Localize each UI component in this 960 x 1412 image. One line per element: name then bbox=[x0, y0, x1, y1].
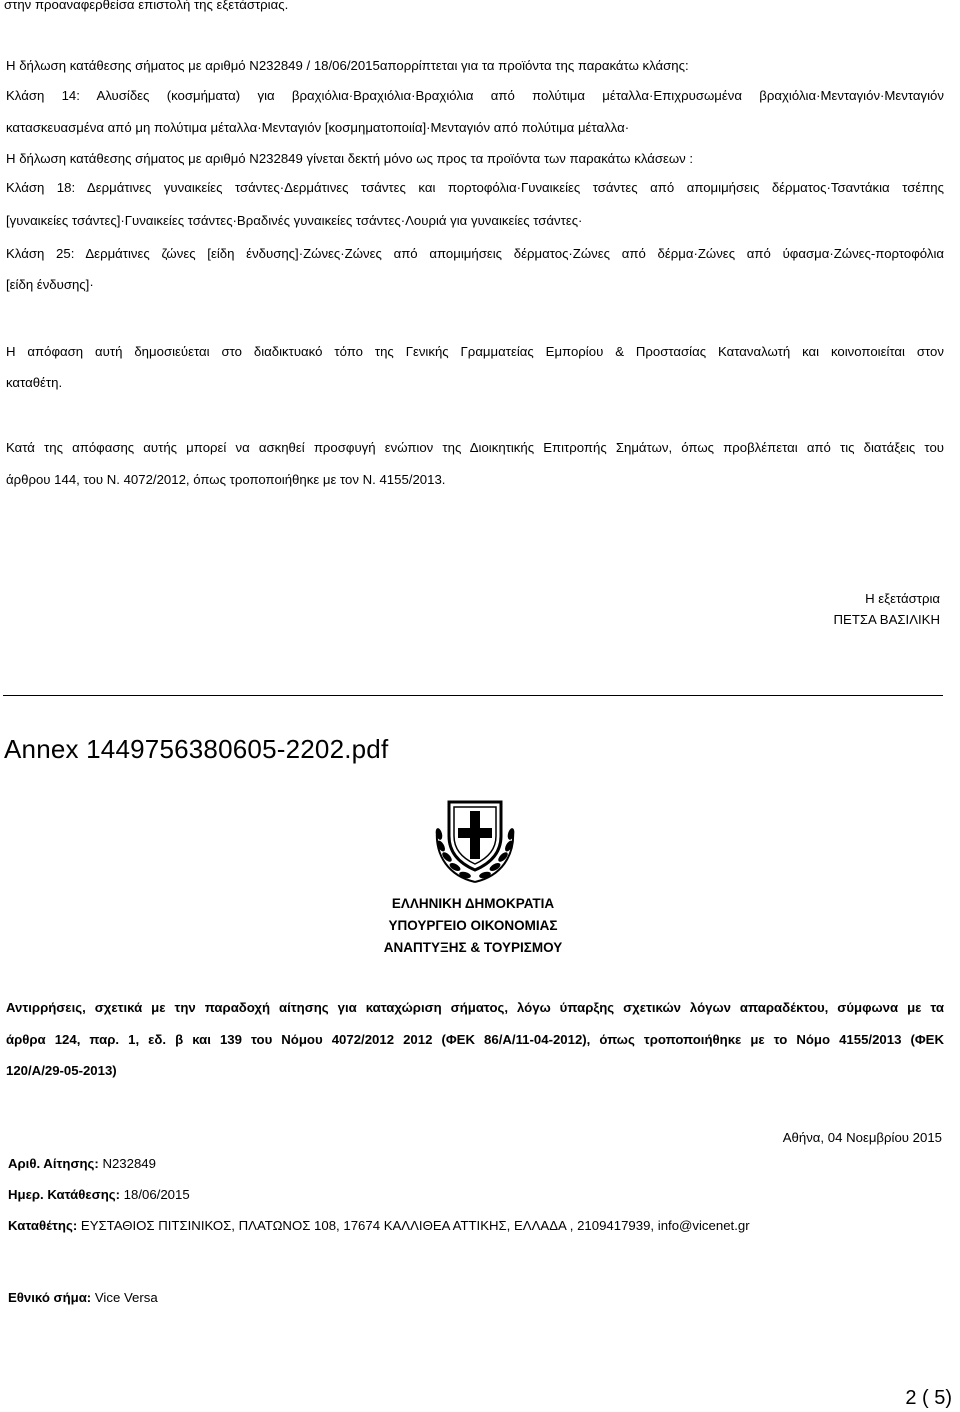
filing-date bbox=[8, 1187, 190, 1203]
class-25-line-2: [είδη ένδυσης]· bbox=[6, 277, 94, 292]
subject-line-3: 120/Α/29-05-2013) bbox=[6, 1063, 117, 1078]
national-mark-label: Εθνικό σήμα: bbox=[8, 1290, 92, 1305]
applicant bbox=[8, 1218, 750, 1234]
annex-title: Annex 1449756380605-2202.pdf bbox=[4, 734, 389, 764]
heading-republic: ΕΛΛΗΝΙΚΗ ΔΗΜΟΚΡΑΤΙΑ bbox=[391, 896, 555, 911]
class-25-line-1: Κλάση 25: Δερμάτινες ζώνες [είδη ένδυσης]·Ζώνες·Ζώνες από απομιμήσεις δέρματος·Ζώνες από δέρμα·Ζώνες από ύφασμα·Ζώνες-πορτοφόλια bbox=[6, 246, 944, 261]
subject-line-2: άρθρα 124, παρ. 1, εδ. β και 139 του Νόμου 4072/2012 2012 (ΦΕΚ 86/Α/11-04-2012), όπως τροποποιήθηκε με το Νόμο 4155/2013 (ΦΕΚ bbox=[6, 1032, 944, 1047]
appeal-line-2: άρθρου 144, του Ν. 4072/2012, όπως τροποποιήθηκε με τον Ν. 4155/2013. bbox=[6, 472, 446, 487]
place-date: Αθήνα, 04 Νοεμβρίου 2015 bbox=[782, 1130, 942, 1145]
heading-ministry: ΥΠΟΥΡΓΕΙΟ ΟΙΚΟΝΟΜΙΑΣ bbox=[388, 918, 558, 933]
applicant-value: ΕΥΣΤΑΘΙΟΣ ΠΙΤΣΙΝΙΚΟΣ, ΠΛΑΤΩΝΟΣ 108, 17674 ΚΑΛΛΙΘΕΑ ΑΤΤΙΚΗΣ, ΕΛΛΑΔΑ , 2109417939, info@vicenet.gr bbox=[77, 1218, 750, 1233]
page-number: 2 ( 5) bbox=[905, 1387, 952, 1409]
section-divider bbox=[3, 695, 943, 696]
heading-ministry-2: ΑΝΑΠΤΥΞΗΣ & ΤΟΥΡΙΣΜΟΥ bbox=[383, 940, 563, 955]
continuation-line: στην προαναφερθείσα επιστολή της εξετάστριας. bbox=[4, 0, 289, 12]
filing-date-label: Ημερ. Κατάθεσης: bbox=[8, 1187, 121, 1202]
signature-title: Η εξετάστρια bbox=[865, 591, 940, 606]
class-14-line-1: Κλάση 14: Αλυσίδες (κοσμήματα) για βραχιόλια·Βραχιόλια·Βραχιόλια από πολύτιμα μέταλλα·Επιχρυσωμένα βραχιόλια·Μενταγιόν·Μενταγιόν bbox=[6, 88, 944, 103]
national-mark-value: Vice Versa bbox=[91, 1290, 158, 1305]
application-number bbox=[8, 1156, 156, 1172]
greek-coat-of-arms-icon bbox=[429, 796, 521, 886]
application-number-value: Ν232849 bbox=[98, 1156, 156, 1171]
national-mark bbox=[8, 1290, 158, 1306]
subject-line-1: Αντιρρήσεις, σχετικά με την παραδοχή αίτησης για καταχώριση σήματος, λόγω ύπαρξης σχετικών λόγων απαραδέκτου, σύμφωνα με τα bbox=[6, 1000, 944, 1015]
class-18-line-1: Κλάση 18: Δερμάτινες γυναικείες τσάντες·Δερμάτινες τσάντες και πορτοφόλια·Γυναικείες τσάντες από απομιμήσεις δέρματος·Τσαντάκια τσέπης bbox=[6, 180, 944, 195]
class-14-line-2: κατασκευασμένα από μη πολύτιμα μέταλλα·Μενταγιόν [κοσμηματοποιία]·Μενταγιόν από πολύτιμα μέταλλα· bbox=[6, 120, 630, 135]
class-18-line-2: [γυναικείες τσάντες]·Γυναικείες τσάντες·Βραδινές γυναικείες τσάντες·Λουριά για γυναικείες τσάντες· bbox=[6, 213, 583, 228]
publication-line-1: Η απόφαση αυτή δημοσιεύεται στο διαδικτυακό τόπο της Γενικής Γραμματείας Εμπορίου & Προστασίας Καταναλωτή και κοινοποιείται στον bbox=[6, 344, 944, 359]
appeal-line-1: Κατά της απόφασης αυτής μπορεί να ασκηθεί προσφυγή ενώπιον της Διοικητικής Επιτροπής Σημάτων, όπως προβλέπεται από τις διατάξεις του bbox=[6, 440, 944, 455]
filing-date-value: 18/06/2015 bbox=[120, 1187, 190, 1202]
application-number-label: Αριθ. Αίτησης: bbox=[8, 1156, 99, 1171]
signature-name: ΠΕΤΣΑ ΒΑΣΙΛΙΚΗ bbox=[833, 612, 940, 627]
applicant-label: Καταθέτης: bbox=[8, 1218, 78, 1233]
publication-line-2: καταθέτη. bbox=[6, 375, 63, 390]
rejection-statement: Η δήλωση κατάθεσης σήματος με αριθμό Ν232849 / 18/06/2015απορρίπτεται για τα προϊόντα της παρακάτω κλάσης: bbox=[6, 58, 689, 73]
acceptance-statement: Η δήλωση κατάθεσης σήματος με αριθμό Ν232849 γίνεται δεκτή μόνο ως προς τα προϊόντα των παρακάτω κλάσεων : bbox=[6, 151, 694, 166]
